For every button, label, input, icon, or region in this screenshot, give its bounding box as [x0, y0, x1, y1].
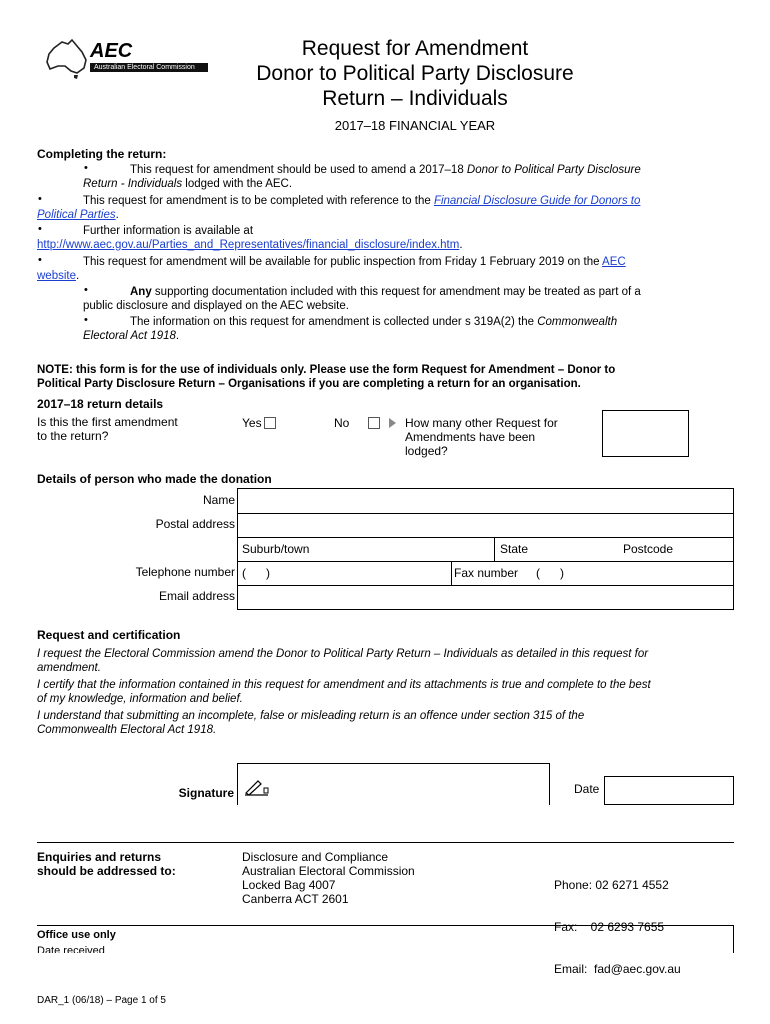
completing-bullet-6-cont: Electoral Act 1918.: [83, 330, 180, 342]
completing-bullet-2-cont: Political Parties.: [37, 209, 119, 221]
state-label: State: [500, 542, 529, 556]
office-use-section: [37, 925, 734, 953]
date-label: Date: [574, 782, 600, 796]
no-label: No: [334, 416, 350, 430]
completing-bullet-4: This request for amendment will be available for public inspection from Friday 1 February 2019 on the AEC: [83, 256, 626, 268]
fax-label: Fax number: [454, 566, 519, 580]
pen-signature-icon: [244, 778, 272, 796]
bullet: •: [38, 223, 42, 235]
name-label: Name: [202, 493, 235, 507]
postal-address-label: Postal address: [155, 517, 235, 531]
aec-website-link-cont[interactable]: website: [37, 270, 76, 282]
state-input[interactable]: [495, 537, 733, 562]
completing-bullet-5-cont: public disclosure and displayed on the AEC website.: [83, 300, 349, 312]
other-amendments-count-input[interactable]: [602, 410, 689, 457]
enquiries-fax: Fax: 02 6293 7655: [554, 920, 665, 934]
first-amendment-question: Is this the first amendment to the return?: [37, 415, 178, 443]
title-line-1: Request for Amendment: [301, 37, 529, 60]
note-line-2: Political Party Disclosure Return – Organisations if you are completing a return for an organisation.: [37, 378, 581, 390]
bullet: •: [84, 314, 88, 326]
no-checkbox[interactable]: [368, 417, 380, 429]
certification-p3: I understand that submitting an incomplete, false or misleading return is an offence under section 315 of the Commonwealth Electoral Act 1918.: [37, 710, 585, 736]
enquiries-heading: Enquiries and returns should be addressed to:: [37, 850, 176, 878]
donor-details-grid: [237, 488, 734, 610]
name-input[interactable]: [238, 489, 733, 514]
logo-subtitle-bar: [90, 63, 208, 72]
suburb-label: Suburb/town: [242, 542, 310, 556]
donor-details-heading: Details of person who made the donation: [37, 472, 272, 486]
enquiries-contact: [554, 850, 681, 990]
bullet: •: [84, 162, 88, 174]
completing-bullet-2: This request for amendment is to be completed with reference to the Financial Disclosure Guide for Donors to: [83, 195, 641, 207]
aec-disclosure-url-link[interactable]: http://www.aec.gov.au/Parties_and_Representatives/financial_disclosure/index.htm: [37, 239, 460, 251]
financial-year: 2017–18 FINANCIAL YEAR: [334, 118, 496, 133]
signature-field[interactable]: [237, 763, 550, 805]
completing-bullet-1-cont: Return - Individuals lodged with the AEC.: [83, 178, 293, 190]
certification-heading: Request and certification: [37, 628, 181, 642]
note-line-1: NOTE: this form is for the use of individuals only. Please use the form Request for Amendment – Donor to: [37, 364, 616, 376]
bullet: •: [84, 284, 88, 296]
title-line-2: Donor to Political Party Disclosure: [256, 62, 574, 85]
completing-bullet-3: Further information is available at: [83, 225, 254, 237]
yes-checkbox[interactable]: [264, 417, 276, 429]
enquiries-address: Disclosure and Compliance Australian Electoral Commission Locked Bag 4007 Canberra ACT 2601: [242, 850, 415, 906]
divider: [37, 842, 734, 843]
completing-heading: Completing the return:: [37, 147, 167, 161]
email-label: Email address: [158, 589, 235, 603]
fax-placeholder: ( ): [536, 566, 564, 580]
aec-logo: [44, 38, 214, 80]
return-details-heading: 2017–18 return details: [37, 397, 164, 411]
date-received-label: Date received: [37, 945, 105, 953]
suburb-input[interactable]: [238, 537, 495, 562]
australia-map-icon: [44, 38, 90, 80]
completing-bullet-4-cont: website.: [37, 270, 80, 282]
postal-address-input[interactable]: [238, 513, 733, 538]
title-line-3: Return – Individuals: [322, 87, 508, 110]
telephone-placeholder: ( ): [242, 566, 270, 580]
aec-website-link[interactable]: AEC: [602, 256, 626, 268]
bullet: •: [38, 254, 42, 266]
logo-subtitle: Australian Electoral Commission: [94, 64, 195, 71]
completing-bullet-6: The information on this request for amendment is collected under s 319A(2) the Commonwealth: [130, 316, 618, 328]
certification-p1: I request the Electoral Commission amend the Donor to Political Party Return – Individuals as detailed in this request for amendment.: [37, 648, 649, 674]
financial-guide-link-cont[interactable]: Political Parties: [37, 209, 116, 221]
arrow-right-icon: [388, 417, 397, 429]
financial-guide-link[interactable]: Financial Disclosure Guide for Donors to: [433, 195, 641, 207]
enquiries-email: Email: fad@aec.gov.au: [554, 962, 681, 976]
bullet: •: [38, 193, 42, 205]
yes-label: Yes: [242, 416, 262, 430]
postcode-label: Postcode: [623, 542, 674, 556]
completing-bullet-3-cont: http://www.aec.gov.au/Parties_and_Representatives/financial_disclosure/index.htm.: [37, 239, 463, 251]
signature-label: Signature: [178, 786, 234, 800]
office-use-heading: Office use only: [37, 929, 116, 941]
telephone-input[interactable]: [238, 561, 452, 586]
date-input[interactable]: [604, 776, 734, 805]
completing-bullet-1: This request for amendment should be used to amend a 2017–18 Donor to Political Party Disclosure: [130, 164, 641, 176]
page-footer: DAR_1 (06/18) – Page 1 of 5: [37, 995, 166, 1006]
completing-bullet-5: Any supporting documentation included with this request for amendment may be treated as part of a: [130, 286, 641, 298]
enquiries-phone: Phone: 02 6271 4552: [554, 878, 669, 892]
fax-input[interactable]: [452, 561, 733, 586]
telephone-label: Telephone number: [135, 565, 235, 579]
how-many-question: How many other Request for Amendments have been lodged?: [405, 416, 558, 458]
email-input[interactable]: [238, 585, 733, 609]
logo-name: AEC: [90, 40, 133, 62]
certification-p2: I certify that the information contained in this request for amendment and its attachments is true and complete to the best of my knowledge, information and belief.: [37, 679, 651, 705]
